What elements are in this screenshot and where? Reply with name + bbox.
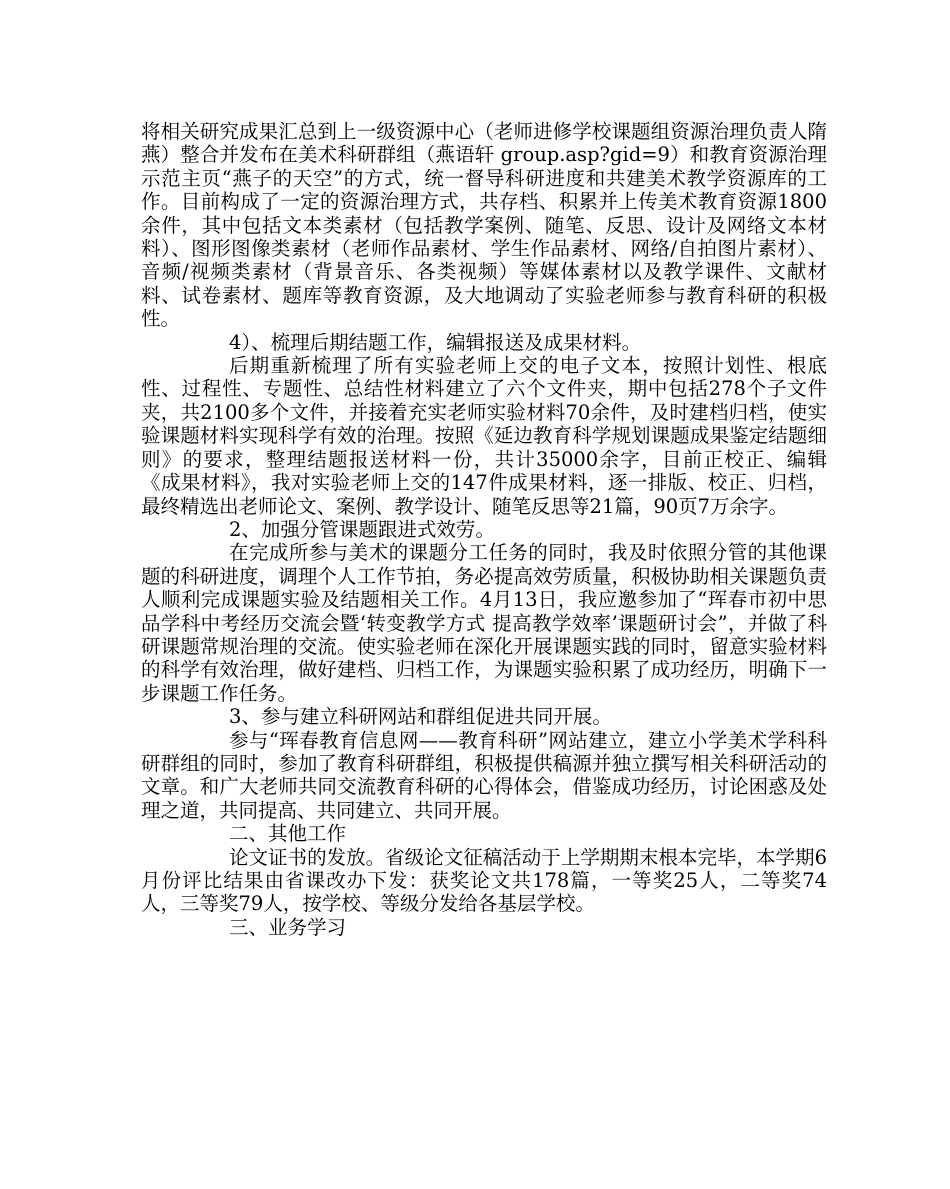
heading-closing-work: 4）、梳理后期结题工作，编辑报送及成果材料。: [229, 330, 642, 354]
paragraph-research-website: 参与“珲春教育信息网——教育科研”网站建立，建立小学美术学科科研群组的同时，参加了教育科研群组，积极提供稿源并独立撰写相关科研活动的文章。和广大老师共同交流教育科研的心得体会，借鉴成功经历，讨论困惑及处理之道，共同提高、共同建立、共同开展。: [141, 728, 827, 822]
heading-professional-study: 三、业务学习: [229, 915, 347, 939]
heading-other-work: 二、其他工作: [229, 822, 347, 846]
document-page: [141, 120, 827, 939]
paragraph-topic-service: 在完成所参与美术的课题分工任务的同时，我及时依照分管的其他课题的科研进度，调理个人工作节拍，务必提高效劳质量，积极协助相关课题负责人顺利完成课题实验及结题相关工作。4月13日，我应邀参加了“珲春市初中思品学科中考经历交流会暨‘转变教学方式 提高教学效率’课题研讨会”，并做了科研课题常规治理的交流。使实验老师在深化开展课题实践的同时，留意实验材料的科学有效治理，做好建档、归档工作，为课题实验积累了成功经历，明确下一步课题工作任务。: [141, 541, 827, 705]
paragraph-closing-work: 后期重新梳理了所有实验老师上交的电子文本，按照计划性、根底性、过程性、专题性、总结性材料建立了六个文件夹，期中包括278个子文件夹，共2100多个文件，并接着充实老师实验材料70余件，及时建档归档，使实验课题材料实现科学有效的治理。按照《延边教育科学规划课题成果鉴定结题细则》的要求，整理结题报送材料一份，共计35000余字，目前正校正、编辑《成果材料》，我对实验老师上交的147件成果材料，逐一排版、校正、归档，最终精选出老师论文、案例、教学设计、随笔反思等21篇，90页7万余字。: [141, 354, 827, 518]
heading-topic-service: 2、加强分管课题跟进式效劳。: [229, 517, 495, 541]
paragraph-other-work: 论文证书的发放。省级论文征稿活动于上学期期末根本完毕，本学期6月份评比结果由省课改办下发：获奖论文共178篇，一等奖25人，二等奖74人，三等奖79人，按学校、等级分发给各基层学校。: [141, 845, 827, 916]
heading-research-website: 3、参与建立科研网站和群组促进共同开展。: [229, 705, 612, 729]
paragraph-resource-summary: 将相关研究成果汇总到上一级资源中心（老师进修学校课题组资源治理负责人隋燕）整合并发布在美术科研群组（燕语轩 group.asp?gid=9）和教育资源治理示范主页“燕子的天空”的方式，统一督导科研进度和共建美术教学资源库的工作。目前构成了一定的资源治理方式，共存档、积累并上传美术教育资源1800余件，其中包括文本类素材（包括教学案例、随笔、反思、设计及网络文本材料）、图形图像类素材（老师作品素材、学生作品素材、网络/自拍图片素材）、音频/视频类素材（背景音乐、各类视频）等媒体素材以及教学课件、文献材料、试卷素材、题库等教育资源，及大地调动了实验老师参与教育科研的积极性。: [141, 120, 827, 331]
